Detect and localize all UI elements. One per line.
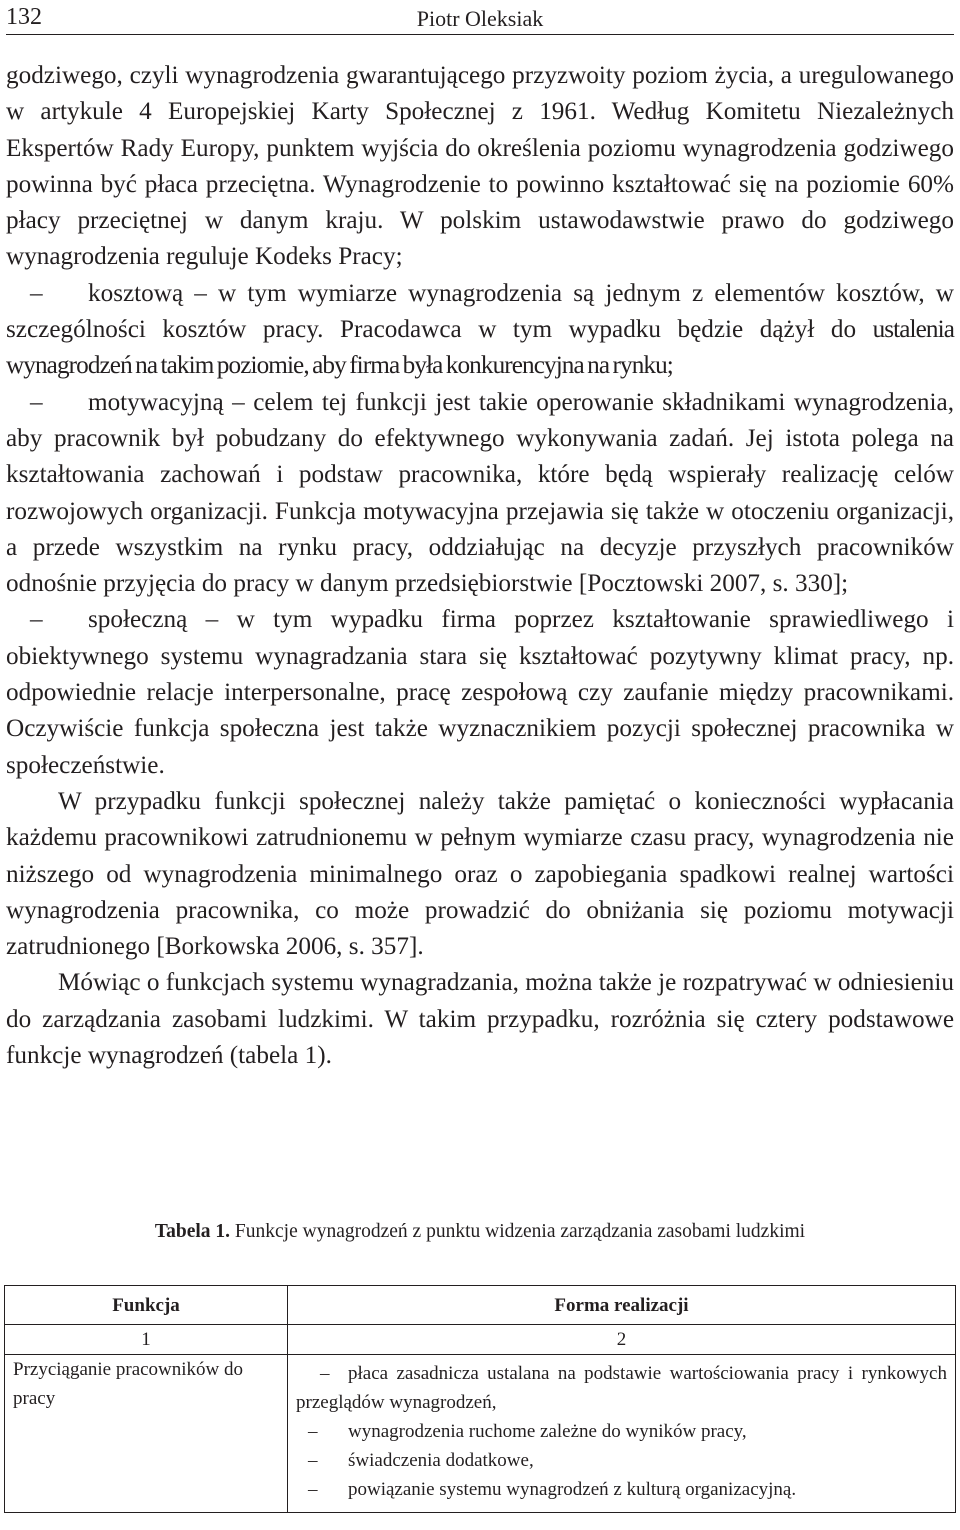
list-item-text: wynagrodzenia ruchome zależne do wyników pracy,: [348, 1421, 747, 1442]
list-item: [296, 1359, 947, 1417]
column-number: 2: [288, 1325, 956, 1355]
running-head-author: Piotr Oleksiak: [416, 6, 544, 31]
dash-bullet: –: [30, 279, 43, 307]
bullet-item-social: [6, 602, 954, 783]
dash-bullet: –: [30, 388, 43, 416]
table-caption-text: Funkcje wynagrodzeń z punktu widzenia zarządzania zasobami ludzkimi: [230, 1221, 806, 1242]
dash-bullet: –: [30, 606, 43, 634]
table-caption-label: Tabela 1.: [154, 1221, 231, 1242]
table-caption: [0, 1221, 960, 1243]
dash-bullet: –: [308, 1421, 318, 1442]
bullet-text-condensed: ustalenia wynagrodzeń na takim poziomie, aby firma była konkurencyjna na rynku;: [6, 316, 954, 380]
bullet-text: motywacyjną – celem tej funkcji jest takie operowanie składnikami wynagrodzenia, aby pracownik był pobudzany do efektywnego wykonywania zadań. Jej istota polega na kształtowania zachowań i podstaw pracownika, które będą wspierały realizację celów rozwojowych organizacji. Funkcja motywacyjna przejawia się także w otoczeniu organizacji, a przede wszystkim na rynku pracy, oddziałując na decyzje przyszłych pracowników odnośnie przyjęcia do pracy w danym przedsiębiorstwie [Pocztowski 2007, s. 330];: [6, 388, 954, 598]
table-header-function: Funkcja: [5, 1286, 288, 1325]
page-header: [6, 2, 954, 35]
table-header-form: Forma realizacji: [288, 1286, 956, 1325]
paragraph: godziwego, czyli wynagrodzenia gwarantującego przyzwoity poziom życia, a uregulowanego w artykule 4 Europejskiej Karty Społecznej z 1961. Według Komitetu Niezależnych Ekspertów Rady Europy, punktem wyjścia do określenia poziomu wynagrodzenia godziwego powinna być płaca przeciętna. Wynagrodzenie to powinno kształtować się na poziomie 60% płacy przeciętnej w danym kraju. W polskim ustawodawstwie prawo do godziwego wynagrodzenia reguluje Kodeks Pracy;: [6, 62, 954, 271]
list-item: [296, 1446, 947, 1475]
list-item-text: płaca zasadnicza ustalana na podstawie wartościowania pracy i rynkowych przeglądów wynagrodzeń,: [296, 1363, 947, 1413]
bullet-text: kosztową – w tym wymiarze wynagrodzenia są jednym z elementów kosztów, w szczególności kosztów pracy. Pracodawca w tym wypadku będzie dążył do: [6, 279, 954, 344]
list-item-text: świadczenia dodatkowe,: [348, 1450, 534, 1471]
body-text: [6, 58, 954, 1074]
bullet-item-motivation: [6, 385, 954, 603]
functions-table: [4, 1285, 956, 1513]
bullet-item-costs: [6, 276, 954, 385]
table-row: [5, 1355, 956, 1513]
paragraph: Mówiąc o funkcjach systemu wynagradzania, można także je rozpatrywać w odniesieniu do zarządzania zasobami ludzkimi. W takim przypadku, rozróżnia się cztery podstawowe funkcje wynagrodzeń (tabela 1).: [6, 969, 954, 1070]
bullet-text: społeczną – w tym wypadku firma poprzez kształtowanie sprawiedliwego i obiektywnego systemu wynagradzania stara się kształtować pozytywny klimat pracy, np. odpowiednie relacje interpersonalne, pracę zespołową czy zaufanie między pracownikami. Oczywiście funkcja społeczna jest także wyznacznikiem pozycji społecznej pracownika w społeczeństwie.: [6, 606, 954, 779]
list-item-text: powiązanie systemu wynagrodzeń z kulturą organizacyjną.: [348, 1479, 797, 1500]
table-cell-forms: [288, 1355, 956, 1513]
list-item: [296, 1417, 947, 1446]
dash-bullet: –: [308, 1479, 318, 1500]
table-column-numbers: [5, 1325, 956, 1355]
table-header-row: [5, 1286, 956, 1325]
dash-bullet: –: [308, 1450, 318, 1471]
dash-bullet: –: [320, 1363, 330, 1384]
page-number: 132: [6, 4, 42, 30]
forms-list: [296, 1355, 947, 1512]
column-number: 1: [5, 1325, 288, 1355]
table-cell-function: Przyciąganie pracowników do pracy: [5, 1355, 288, 1513]
list-item: [296, 1475, 947, 1504]
paragraph: W przypadku funkcji społecznej należy także pamiętać o konieczności wypłacania każdemu pracownikowi zatrudnionemu w pełnym wymiarze czasu pracy, wynagrodzenia nie niższego od wynagrodzenia minimalnego oraz o zapobiegania spadkowi realnej wartości wynagrodzenia pracownika, co może prowadzić do obniżania się poziomu motywacji zatrudnionego [Borkowska 2006, s. 357].: [6, 787, 954, 961]
